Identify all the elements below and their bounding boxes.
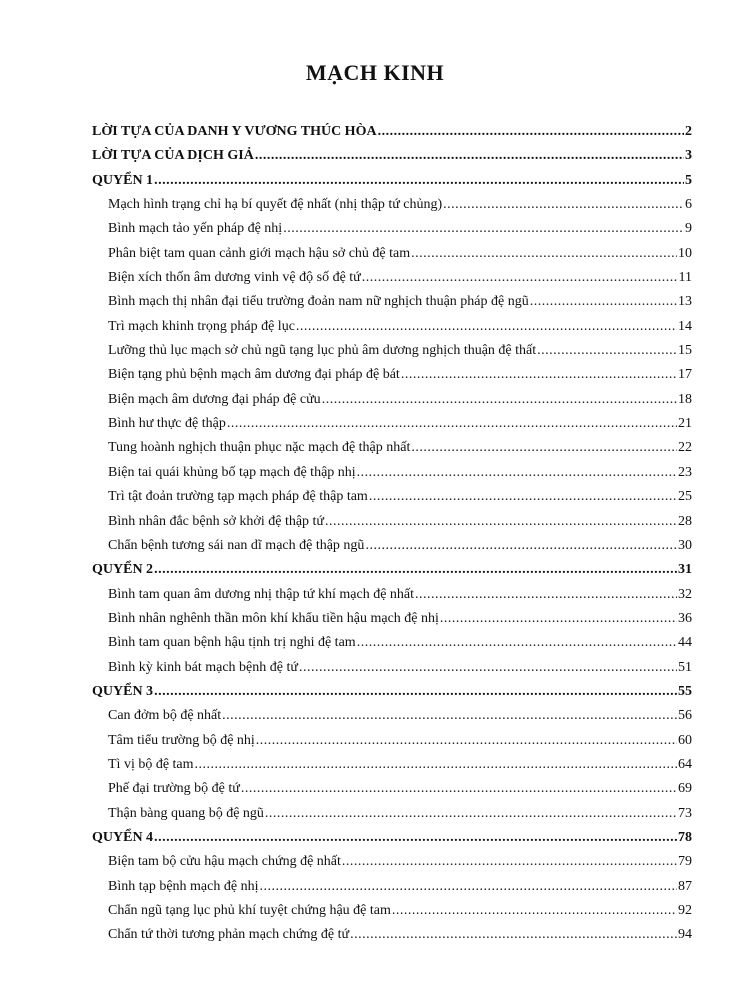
toc-entry[interactable] xyxy=(92,733,692,757)
toc-entry[interactable] xyxy=(92,343,692,367)
toc-entry-label: Mạch hình trạng chỉ hạ bí quyết đệ nhất (nhị thập tứ chủng) xyxy=(108,197,443,213)
toc-entry-label: Trì mạch khinh trọng pháp đệ lục xyxy=(108,318,295,334)
toc-section-entry[interactable] xyxy=(92,148,692,172)
toc-leader-dots xyxy=(440,611,677,627)
toc-entry[interactable] xyxy=(92,197,692,221)
toc-entry[interactable] xyxy=(92,319,692,343)
toc-page-number: 36 xyxy=(678,610,692,626)
toc-entry[interactable] xyxy=(92,927,692,951)
toc-page-number: 94 xyxy=(678,927,692,943)
toc-entry[interactable] xyxy=(92,660,692,684)
toc-entry-label: QUYỂN 4 xyxy=(92,829,154,845)
toc-entry-label: Biện mạch âm dương đại pháp đệ cửu xyxy=(108,391,321,407)
table-of-contents xyxy=(92,124,692,952)
toc-leader-dots xyxy=(325,514,677,530)
toc-page-number: 31 xyxy=(678,562,692,578)
toc-leader-dots xyxy=(443,197,684,213)
toc-entry-label: Phân biệt tam quan cảnh giới mạch hậu sở chủ đệ tam xyxy=(108,245,411,261)
toc-section-entry[interactable] xyxy=(92,562,692,586)
toc-entry[interactable] xyxy=(92,246,692,270)
toc-page-number: 64 xyxy=(678,756,692,772)
toc-leader-dots xyxy=(255,148,684,164)
toc-page-number: 51 xyxy=(678,659,692,675)
toc-entry-label: Tung hoành nghịch thuận phục nặc mạch đệ thập nhất xyxy=(108,440,411,456)
toc-section-entry[interactable] xyxy=(92,173,692,197)
toc-leader-dots xyxy=(154,173,684,189)
toc-section-entry[interactable] xyxy=(92,684,692,708)
toc-entry[interactable] xyxy=(92,854,692,878)
toc-leader-dots xyxy=(154,830,677,846)
toc-entry[interactable] xyxy=(92,221,692,245)
toc-entry-label: Bình mạch tảo yến pháp đệ nhị xyxy=(108,221,283,237)
toc-page-number: 15 xyxy=(678,343,692,359)
toc-page-number: 10 xyxy=(678,245,692,261)
toc-leader-dots xyxy=(415,587,677,603)
toc-entry-label: Phế đại trường bộ đệ tứ xyxy=(108,781,240,797)
toc-page-number: 14 xyxy=(678,318,692,334)
toc-section-entry[interactable] xyxy=(92,830,692,854)
toc-entry-label: Biện tam bộ cửu hậu mạch chứng đệ nhất xyxy=(108,854,341,870)
toc-leader-dots xyxy=(265,806,677,822)
toc-leader-dots xyxy=(227,416,677,432)
toc-page-number: 11 xyxy=(678,270,692,286)
toc-leader-dots xyxy=(357,635,677,651)
toc-entry[interactable] xyxy=(92,538,692,562)
toc-page-number: 5 xyxy=(685,172,692,188)
toc-entry[interactable] xyxy=(92,270,692,294)
toc-leader-dots xyxy=(322,392,677,408)
toc-page-number: 73 xyxy=(678,805,692,821)
toc-page-number: 28 xyxy=(678,513,692,529)
toc-entry[interactable] xyxy=(92,806,692,830)
toc-entry-label: Bình nhân nghênh thần môn khí khẩu tiền hậu mạch đệ nhị xyxy=(108,610,439,626)
toc-leader-dots xyxy=(365,538,677,554)
toc-entry-label: Bình nhân đắc bệnh sở khởi đệ thập tứ xyxy=(108,513,325,529)
toc-leader-dots xyxy=(411,246,677,262)
toc-entry-label: Bình tam quan âm dương nhị thập tứ khí mạch đệ nhất xyxy=(108,586,415,602)
toc-leader-dots xyxy=(241,781,677,797)
toc-entry-label: QUYỂN 2 xyxy=(92,562,154,578)
toc-page-number: 60 xyxy=(678,732,692,748)
toc-entry-label: Can đởm bộ đệ nhất xyxy=(108,708,222,724)
toc-leader-dots xyxy=(401,367,677,383)
toc-entry[interactable] xyxy=(92,416,692,440)
toc-entry-label: QUYỂN 3 xyxy=(92,683,154,699)
toc-page-number: 13 xyxy=(678,294,692,310)
toc-leader-dots xyxy=(342,854,677,870)
toc-entry[interactable] xyxy=(92,879,692,903)
toc-entry-label: Biện tai quái khủng bố tạp mạch đệ thập nhị xyxy=(108,464,356,480)
toc-page-number: 23 xyxy=(678,464,692,480)
toc-leader-dots xyxy=(296,319,677,335)
toc-section-entry[interactable] xyxy=(92,124,692,148)
toc-entry-label: Tì vị bộ đệ tam xyxy=(108,756,194,772)
toc-page-number: 32 xyxy=(678,586,692,602)
toc-page-number: 22 xyxy=(678,440,692,456)
toc-leader-dots xyxy=(256,733,677,749)
toc-page-number: 3 xyxy=(685,148,692,164)
toc-page-number: 6 xyxy=(685,197,692,213)
toc-entry-label: LỜI TỰA CỦA DANH Y VƯƠNG THÚC HÒA xyxy=(92,124,377,139)
toc-entry-label: Bình tam quan bệnh hậu tịnh trị nghi đệ tam xyxy=(108,635,356,651)
toc-entry-label: Bình kỳ kinh bát mạch bệnh đệ tứ xyxy=(108,659,298,675)
toc-entry-label: Tâm tiểu trường bộ đệ nhị xyxy=(108,732,255,748)
toc-page-number: 18 xyxy=(678,391,692,407)
toc-leader-dots xyxy=(411,440,677,456)
toc-page-number: 56 xyxy=(678,708,692,724)
toc-leader-dots xyxy=(392,903,677,919)
toc-entry[interactable] xyxy=(92,440,692,464)
toc-entry-label: Bình tạp bệnh mạch đệ nhị xyxy=(108,878,259,894)
toc-leader-dots xyxy=(369,489,677,505)
toc-entry[interactable] xyxy=(92,294,692,318)
toc-leader-dots xyxy=(357,465,677,481)
toc-entry[interactable] xyxy=(92,757,692,781)
toc-leader-dots xyxy=(154,684,677,700)
toc-entry-label: Chẩn ngũ tạng lục phủ khí tuyệt chứng hậu đệ tam xyxy=(108,903,391,918)
toc-entry[interactable] xyxy=(92,367,692,391)
toc-leader-dots xyxy=(222,708,677,724)
toc-entry[interactable] xyxy=(92,587,692,611)
toc-leader-dots xyxy=(283,221,684,237)
toc-entry-label: QUYỂN 1 xyxy=(92,172,154,188)
toc-entry[interactable] xyxy=(92,489,692,513)
toc-entry-label: Biện xích thốn âm dương vinh vệ độ số đệ tứ xyxy=(108,270,361,286)
toc-entry-label: Chẩn tứ thời tương phản mạch chứng đệ tứ xyxy=(108,927,350,943)
toc-page-number: 9 xyxy=(685,221,692,237)
toc-entry[interactable] xyxy=(92,514,692,538)
toc-page-number: 92 xyxy=(678,903,692,918)
toc-page-number: 87 xyxy=(678,878,692,894)
toc-page-number: 69 xyxy=(678,781,692,797)
toc-entry-label: Lưỡng thủ lục mạch sở chủ ngũ tạng lục phủ âm dương nghịch thuận đệ thất xyxy=(108,343,537,359)
toc-page-number: 78 xyxy=(678,829,692,845)
toc-page-number: 44 xyxy=(678,635,692,651)
toc-leader-dots xyxy=(195,757,677,773)
toc-entry-label: LỜI TỰA CỦA DỊCH GIẢ xyxy=(92,148,254,164)
toc-entry[interactable] xyxy=(92,465,692,489)
toc-entry[interactable] xyxy=(92,392,692,416)
toc-entry[interactable] xyxy=(92,708,692,732)
toc-leader-dots xyxy=(362,270,678,286)
toc-entry[interactable] xyxy=(92,635,692,659)
toc-entry-label: Chẩn bệnh tương sái nan dĩ mạch đệ thập ngũ xyxy=(108,537,365,553)
toc-page-number: 21 xyxy=(678,416,692,432)
toc-leader-dots xyxy=(154,562,677,578)
toc-entry-label: Thận bàng quang bộ đệ ngũ xyxy=(108,805,264,821)
toc-entry[interactable] xyxy=(92,611,692,635)
toc-entry[interactable] xyxy=(92,781,692,805)
toc-page-number: 79 xyxy=(678,854,692,870)
toc-page-number: 55 xyxy=(678,683,692,699)
toc-page-number: 2 xyxy=(685,124,692,139)
toc-leader-dots xyxy=(350,927,677,943)
toc-page-number: 17 xyxy=(678,367,692,383)
page-title: MẠCH KINH xyxy=(305,60,445,85)
toc-entry[interactable] xyxy=(92,903,692,927)
toc-entry-label: Trì tật đoản trường tạp mạch pháp đệ thập tam xyxy=(108,489,368,505)
toc-page-number: 30 xyxy=(678,537,692,553)
toc-leader-dots xyxy=(537,343,677,359)
toc-leader-dots xyxy=(299,660,677,676)
toc-leader-dots xyxy=(259,879,677,895)
toc-entry-label: Biện tạng phủ bệnh mạch âm dương đại pháp đệ bát xyxy=(108,367,400,383)
toc-entry-label: Bình mạch thị nhân đại tiểu trường đoản nam nữ nghịch thuận pháp đệ ngũ xyxy=(108,294,529,310)
toc-leader-dots xyxy=(378,124,684,140)
toc-page-number: 25 xyxy=(678,489,692,505)
toc-entry-label: Bình hư thực đệ thập xyxy=(108,416,226,432)
toc-leader-dots xyxy=(530,294,677,310)
